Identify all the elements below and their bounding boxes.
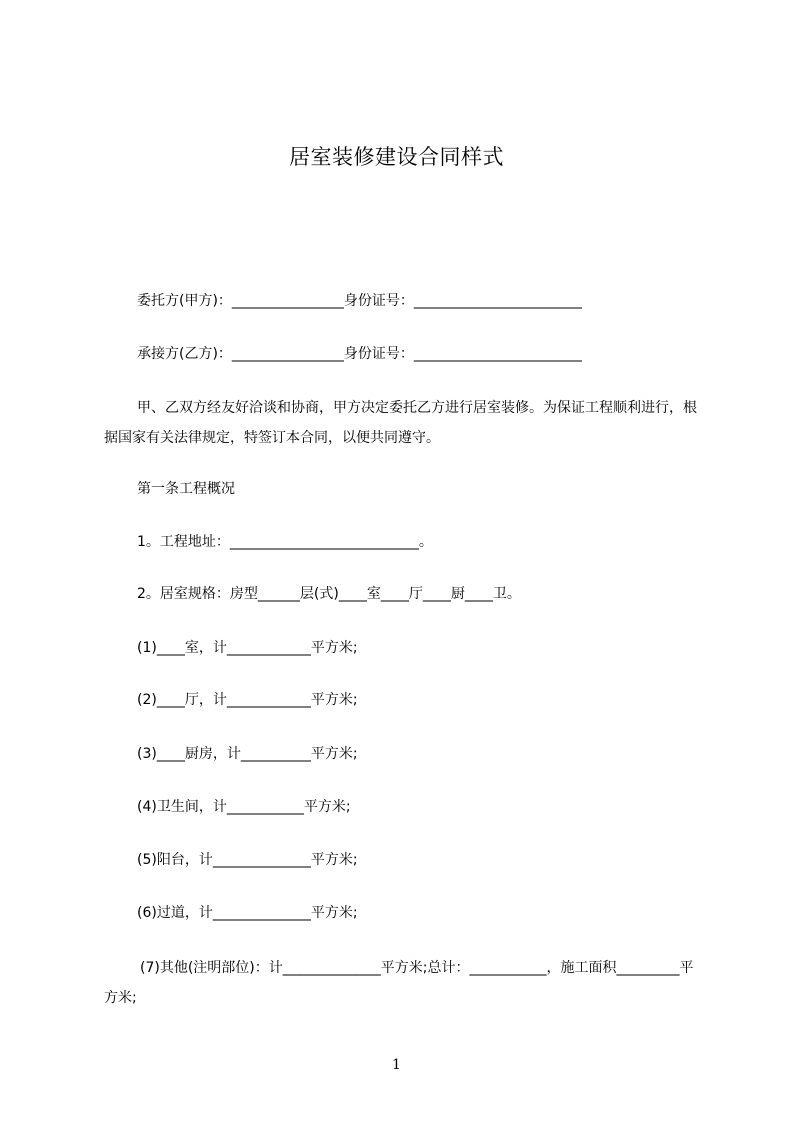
article-1-heading: 第一条工程概况 — [137, 481, 235, 497]
page-number: 1 — [392, 1057, 401, 1073]
sub-item-kitchen: (3)____厨房，计__________平方米; — [137, 746, 358, 762]
sub-item-other: (7)其他(注明部位)：计______________平方米;总计：___________，施工面积_________平方米; — [104, 960, 694, 1006]
party-a-line: 委托方(甲方)：________________身份证号：________________________ — [137, 293, 582, 309]
sub-item-halls: (2)____厅，计____________平方米; — [137, 692, 358, 708]
item-room-spec: 2。居室规格：房型______层(式)____室____厅____厨____卫。 — [137, 586, 521, 602]
item-project-address: 1。工程地址：___________________________。 — [137, 534, 433, 550]
sub-item-balcony: (5)阳台，计______________平方米; — [137, 852, 358, 868]
document-title: 居室装修建设合同样式 — [289, 145, 504, 169]
intro-paragraph: 甲、乙双方经友好洽谈和协商，甲方决定委托乙方进行居室装修。为保证工程顺利进行，根据国家有关法律规定，特签订本合同，以便共同遵守。 — [104, 400, 697, 446]
sub-item-rooms: (1)____室，计____________平方米; — [137, 640, 358, 656]
party-b-line: 承接方(乙方)：________________身份证号：________________________ — [137, 346, 582, 362]
sub-item-bathroom: (4)卫生间，计___________平方米; — [137, 799, 351, 815]
sub-item-corridor: (6)过道，计______________平方米; — [137, 905, 358, 921]
